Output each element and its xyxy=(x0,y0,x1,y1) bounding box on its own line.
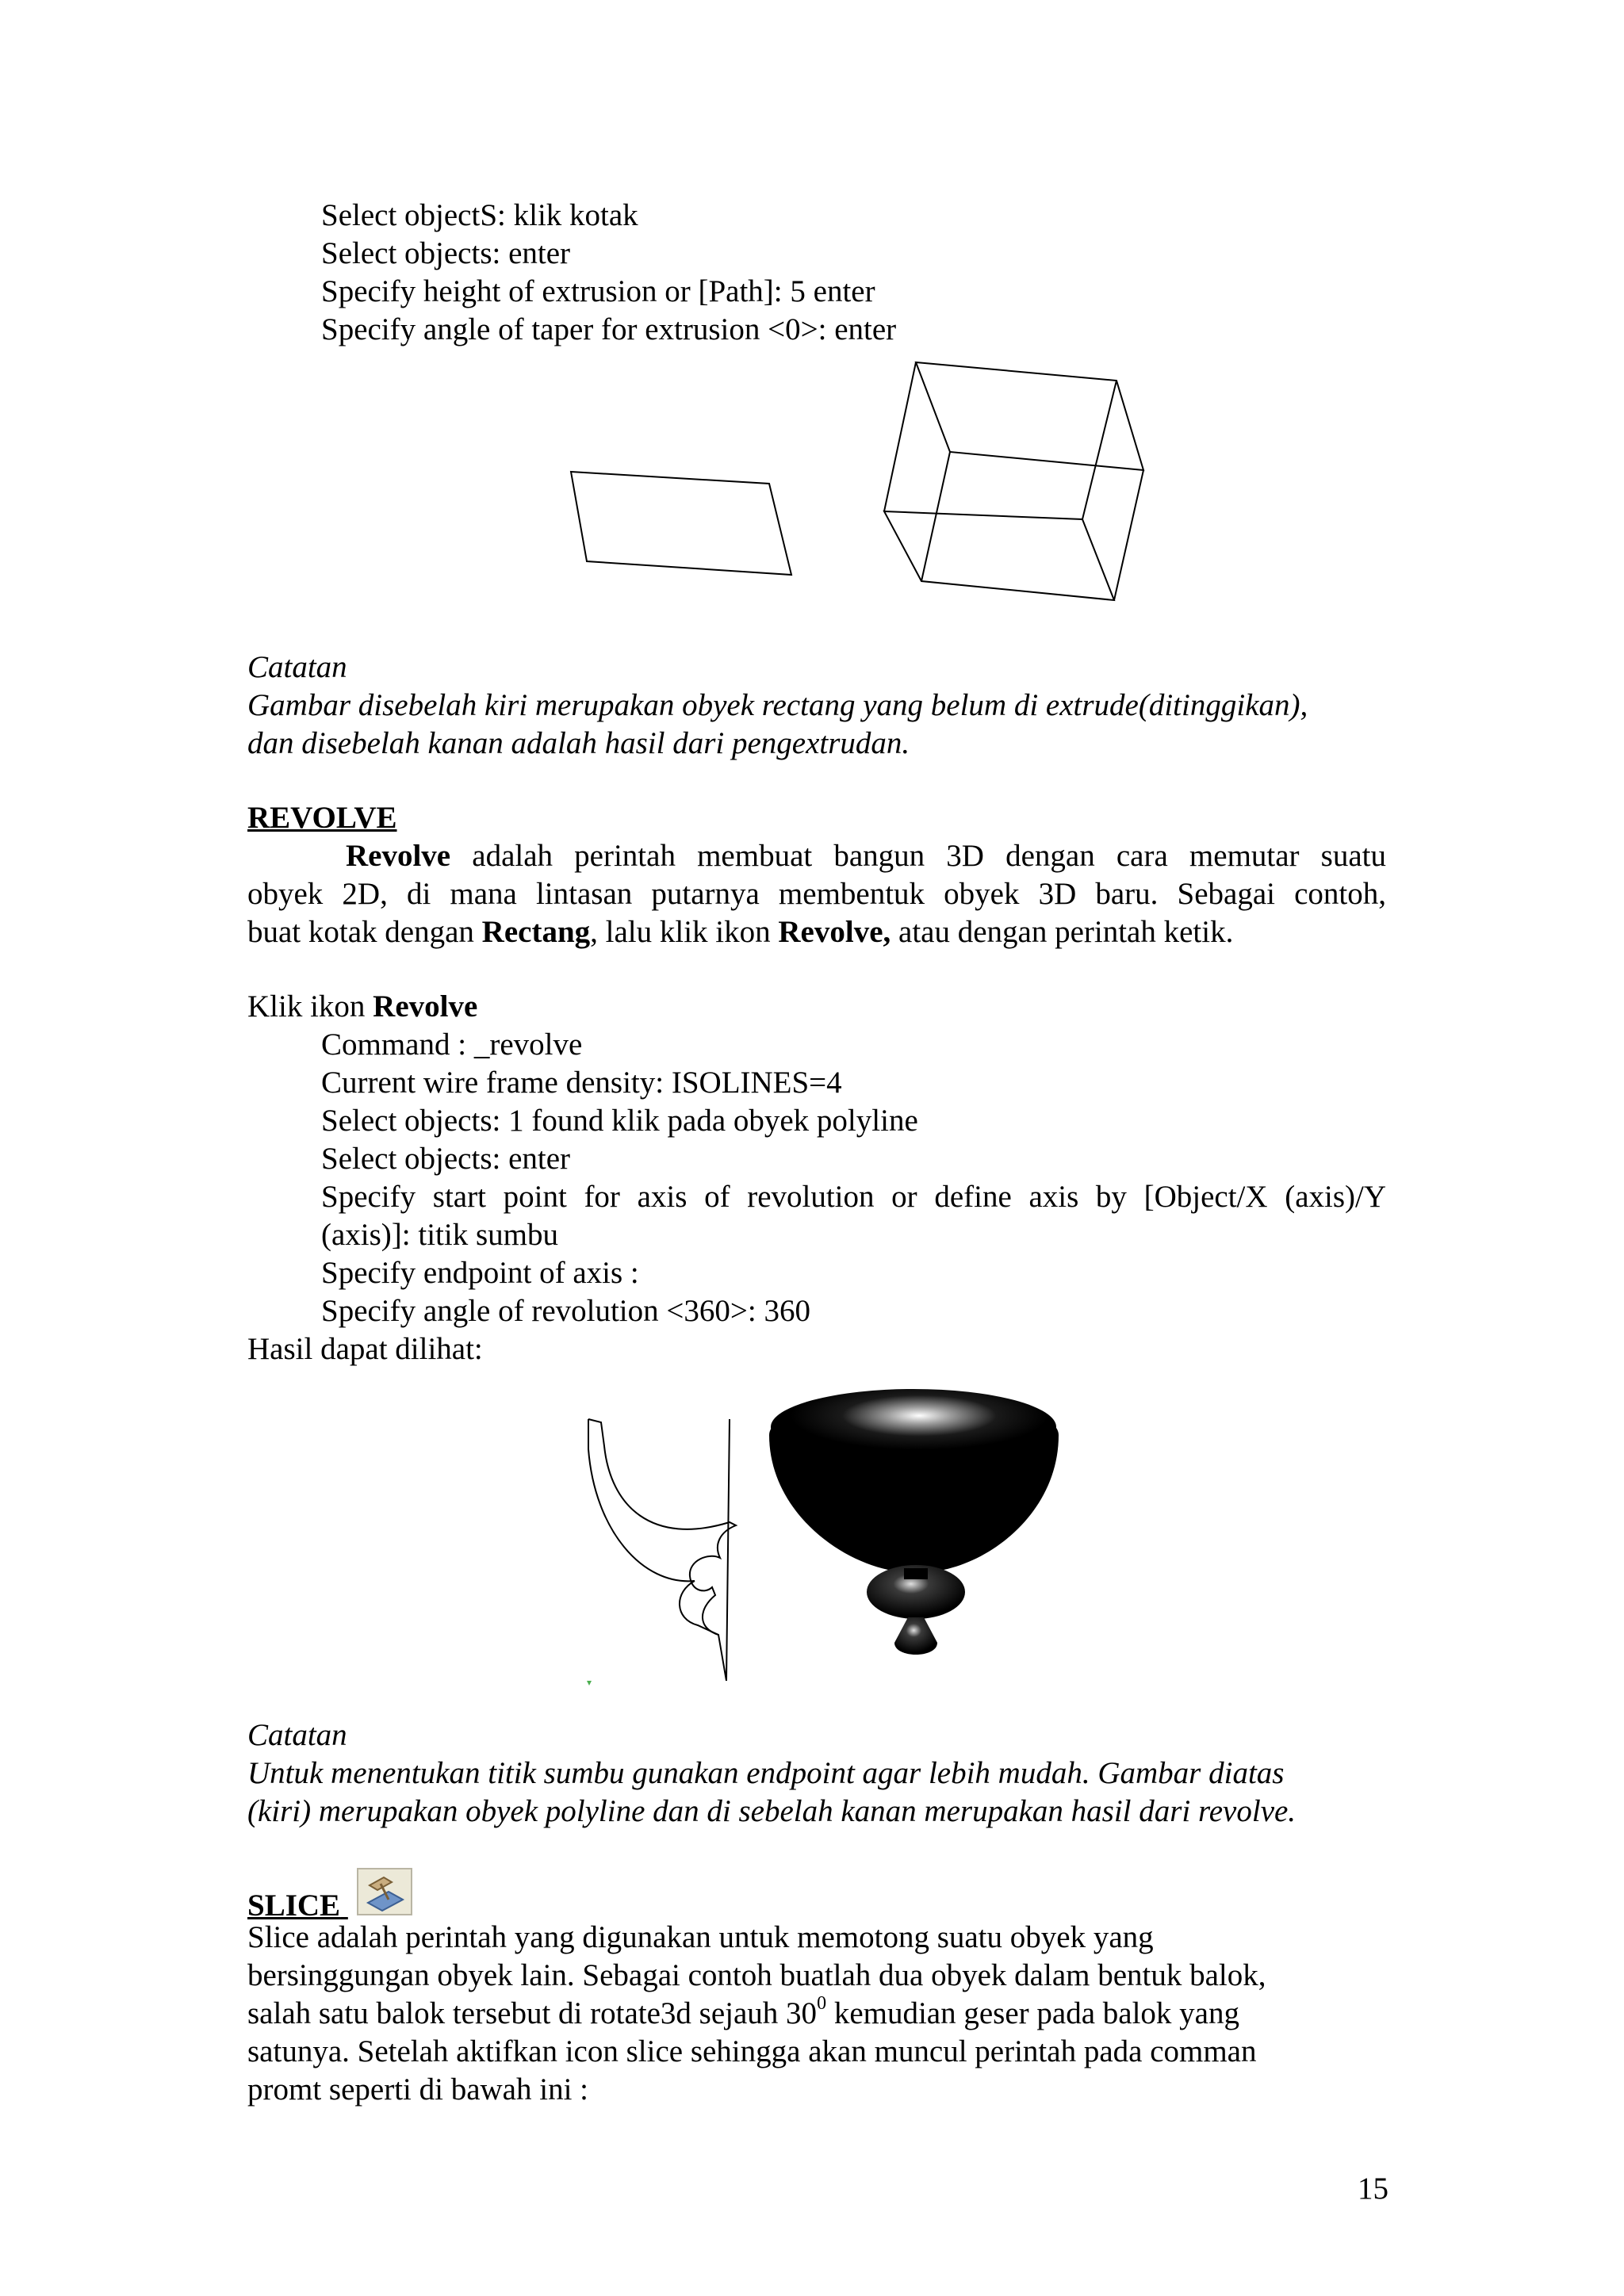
extrude-line-2: Select objects: enter xyxy=(321,236,571,270)
slice-l3-a: salah satu balok tersebut di rotate3d sejauh 30 xyxy=(247,1996,818,2030)
revolve-p1-rest: adalah perintah membuat bangun 3D dengan cara memutar suatu xyxy=(450,839,1386,873)
note2-line-1: Untuk menentukan titik sumbu gunakan endpoint agar lebih mudah. Gambar diatas xyxy=(247,1756,1285,1790)
revolve-cmd-6: (axis)]: titik sumbu xyxy=(321,1218,558,1252)
slice-heading-text: SLICE xyxy=(247,1888,341,1923)
slice-line-1: Slice adalah perintah yang digunakan untuk memotong suatu obyek yang xyxy=(247,1920,1154,1954)
degree-superscript: 0 xyxy=(817,1993,827,2014)
klik-b: Revolve xyxy=(373,989,478,1024)
klik-ikon-revolve xyxy=(247,988,477,1026)
slice-line-2: bersinggungan obyek lain. Sebagai contoh buatlah dua obyek dalam bentuk balok, xyxy=(247,1958,1266,1992)
rectang-figure xyxy=(555,460,809,587)
note1-line-1: Gambar disebelah kiri merupakan obyek rectang yang belum di extrude(ditinggikan), xyxy=(247,688,1308,722)
revolve-heading: REVOLVE xyxy=(247,801,397,835)
revolve-cmd-3: Select objects: 1 found klik pada obyek polyline xyxy=(321,1104,918,1138)
revolve-paragraph-line-2: obyek 2D, di mana lintasan putarnya membentuk obyek 3D baru. Sebagai contoh, xyxy=(247,877,1386,911)
note2-label: Catatan xyxy=(247,1718,347,1752)
revolve-term: Revolve xyxy=(346,839,451,873)
note1-line-2: dan disebelah kanan adalah hasil dari pengextrudan. xyxy=(247,726,910,760)
slice-line-3 xyxy=(247,1995,1239,2033)
extrude-line-3: Specify height of extrusion or [Path]: 5 enter xyxy=(321,274,875,308)
revolve-cmd-7: Specify endpoint of axis : xyxy=(321,1256,639,1290)
p3-e: atau dengan perintah ketik. xyxy=(891,915,1234,949)
slice-line-5: promt seperti di bawah ini : xyxy=(247,2072,588,2107)
slice-tool-icon xyxy=(357,1868,412,1915)
revolve-term-2: Revolve, xyxy=(778,915,891,949)
slice-line-4: satunya. Setelah aktifkan icon slice sehingga akan muncul perintah pada comman xyxy=(247,2034,1257,2068)
extruded-box-figure xyxy=(880,353,1150,614)
extrude-line-1: Select objectS: klik kotak xyxy=(321,198,638,232)
revolve-cmd-8: Specify angle of revolution <360>: 360 xyxy=(321,1294,810,1328)
extrude-line-4: Specify angle of taper for extrusion <0>: enter xyxy=(321,312,897,346)
slice-l3-b: kemudian geser pada balok yang xyxy=(826,1996,1239,2030)
revolve-cmd-4: Select objects: enter xyxy=(321,1142,571,1176)
note2-line-2: (kiri) merupakan obyek polyline dan di sebelah kanan merupakan hasil dari revolve. xyxy=(247,1794,1297,1828)
revolve-cmd-2: Current wire frame density: ISOLINES=4 xyxy=(321,1066,842,1100)
revolve-cmd-5: Specify start point for axis of revolution or define axis by [Object/X (axis)/Y xyxy=(321,1180,1386,1214)
polyline-profile-figure xyxy=(579,1411,753,1697)
note1-label: Catatan xyxy=(247,650,347,684)
revolved-bowl-figure xyxy=(761,1380,1071,1665)
rectang-term: Rectang xyxy=(481,915,591,949)
revolve-cmd-1: Command : _revolve xyxy=(321,1027,583,1062)
p3-c: , lalu klik ikon xyxy=(590,915,779,949)
hasil-text: Hasil dapat dilihat: xyxy=(247,1332,483,1366)
klik-a: Klik ikon xyxy=(247,989,373,1024)
revolve-paragraph-line-1 xyxy=(346,837,1386,875)
p3-a: buat kotak dengan xyxy=(247,915,482,949)
page-number: 15 xyxy=(1358,2172,1388,2206)
revolve-paragraph-line-3 xyxy=(247,913,1233,951)
